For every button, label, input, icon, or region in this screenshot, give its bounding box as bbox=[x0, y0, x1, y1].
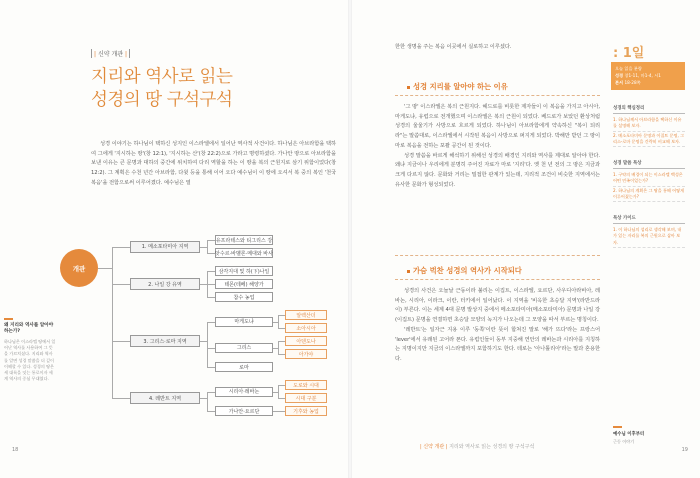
sidebar-section-guide bbox=[613, 215, 685, 248]
diagram-connector bbox=[207, 348, 215, 349]
diagram-connector bbox=[278, 398, 285, 399]
left-page-number: 18 bbox=[12, 447, 19, 453]
right-side-note-text: 근동 이야기 bbox=[613, 439, 635, 444]
diagram-connector bbox=[278, 341, 285, 342]
diagram-connector bbox=[112, 247, 113, 399]
diagram-sub: 가나안·요르단 bbox=[215, 406, 273, 416]
sidebar-section-meditation-head: 성경 말씀 묵상 bbox=[613, 160, 685, 169]
diagram-connector bbox=[207, 271, 215, 272]
title-line-2: 성경의 땅 구석구석 bbox=[91, 90, 233, 110]
diagram-connector bbox=[207, 322, 208, 368]
diagram-leaf: 아덴도나 bbox=[285, 336, 327, 346]
diagram-sub: 마게도냐 bbox=[215, 317, 273, 327]
sidebar-item: 1. 구약의 배경이 되는 이스라엘 백성은 어떤 민족이었는가? bbox=[613, 171, 685, 187]
diagram-root: 개관 bbox=[60, 249, 98, 287]
para-history: 성경의 사건은 오늘날 근동이라 불리는 이집트, 이스라엘, 요르단, 사우디아라비아, 레바논, 시리아, 이라크, 이란, 터키에서 일어났다. 이 지역을 '비옥한 초승달 지역'(라반드라이) 부른다. 이는 세계 4대 문명 발상지 중에서 메소포타미아(메소포타미아) 문명과 나일 강(이집트) 문명을 연결하면 초승달 모양의 녹지가 나오는데 그 모양을 따서 부르는 명칭이다. '레반트'는 일자근 지용 이루 '동쪽'이란 뜻이 합쳐진 말로 '해가 뜨다'라는 프랑스어 'lever'에서 유래된 고어라 폰다. 유럽인들이 동부 지중해 연안의 레바논과 시리아를 지칭하는 지명이지만 지금의 이스라엘까지 포함하기도 한다. 테로는 '아나톨리아'라는 말과 혼용한다. bbox=[395, 288, 600, 362]
left-side-note-title: 왜 지리와 역사를 알아야 하는가? bbox=[4, 323, 54, 334]
diagram-leaf: 알렉산더 bbox=[285, 310, 327, 320]
sidebar-item: 1. 이 하나님의 섭리로 생각해 보며, 내가 있는 자리를 복의 근원으로 삼아 보자. bbox=[613, 226, 685, 248]
diagram-connector bbox=[207, 411, 215, 412]
diagram-connector bbox=[278, 385, 285, 386]
diagram-connector bbox=[207, 253, 215, 254]
left-side-note bbox=[4, 318, 56, 382]
heading1-rule bbox=[395, 95, 600, 96]
heading2-rule-top bbox=[395, 255, 600, 256]
concept-diagram bbox=[60, 235, 340, 435]
diagram-connector bbox=[278, 354, 285, 355]
diagram-connector bbox=[278, 315, 285, 316]
diagram-connector bbox=[207, 367, 215, 368]
sidebar-item: 1. 하나님께서 아브라함을 택하신 이유를 설명해 보자. bbox=[613, 116, 685, 132]
sidebar-section-summary-head: 성경의 핵심정리 bbox=[613, 105, 685, 114]
diagram-connector bbox=[200, 398, 207, 399]
diagram-connector bbox=[112, 398, 130, 399]
reading-box-bible: 성경 창1-11, 마1-4, 시1 bbox=[615, 73, 661, 78]
intro-paragraph: 성경 이야기는 하나님이 택하신 성지인 이스라엘에서 일어난 역사적 사건이다. 하나님은 아브라함을 택하여 그에게 '지시하는 땅'(창 12:1), '지시하는 산'(창 22:2)으로 가라고 명령하셨다. 가나안 땅으로 아브라함을 보낸 이유는 큰 문명과 대하의 중간에 위치하여 다리 역할을 하는 이 땅을 복의 근원지로 삼기 위함이었다(창 12:2). 그 계획은 수천 년간 아브라함, 다윗 등을 통해 이어 오다 예수님이 이 땅에 오셔서 복 중의 복인 '천국 복음'을 전함으로써 이루어졌다. 예수님은 열 bbox=[91, 141, 336, 186]
sidebar-item: 2. 하나님의 계획은 그 땅을 통해 어떻게 이루어졌는가? bbox=[613, 187, 685, 203]
diagram-era: 3. 그리스·로마 지역 bbox=[130, 335, 200, 347]
diagram-connector bbox=[207, 240, 208, 254]
section-label-close: | bbox=[124, 51, 127, 58]
diagram-connector bbox=[207, 297, 215, 298]
diagram-connector bbox=[112, 341, 130, 342]
diagram-connector bbox=[200, 247, 207, 248]
diagram-sub: 그리스 bbox=[215, 343, 273, 353]
left-side-note-text: 하나님은 이스라엘 땅에서 일어난 역사를 사용하여 그 뜻을 가르치셨다. 지리와 역사를 알면 성경 말씀을 더 깊이 이해할 수 있다. 성경의 땅은 세 대륙을 잇는 통로이자 세계 역사의 중심 무대였다. bbox=[4, 339, 56, 382]
reading-box-title: 오늘 읽을 분량 bbox=[615, 66, 642, 71]
sidebar-item: 2. 메소포타미아 문명과 이집트 문명, 그리스-로마 문명을 간략히 비교해 보자. bbox=[613, 132, 685, 148]
diagram-sub: 유프라테스와 티그리스 강 bbox=[215, 235, 273, 245]
right-page-number: 19 bbox=[681, 447, 688, 453]
right-footer: | 신약 개관 | 지리와 역사로 읽는 성경의 땅 구석구석 bbox=[420, 444, 535, 450]
section-label bbox=[91, 49, 130, 58]
heading2-rule bbox=[395, 279, 600, 280]
page-title bbox=[91, 66, 341, 112]
diagram-sub: 시리아·레바논 bbox=[215, 387, 273, 397]
diagram-connector bbox=[200, 284, 207, 285]
diagram-sub: 앗수르·바벨론·메대와 바사 bbox=[215, 248, 273, 258]
reading-box-book: 본서 18-28쪽 bbox=[615, 80, 641, 85]
title-line-1: 지리와 역사로 읽는 bbox=[91, 67, 233, 87]
diagram-connector bbox=[200, 341, 207, 342]
diagram-leaf: 기후와 농업 bbox=[285, 406, 327, 416]
diagram-connector bbox=[207, 240, 215, 241]
sidebar-section-meditation bbox=[613, 160, 685, 202]
diagram-connector bbox=[278, 328, 285, 329]
section-label-open: | bbox=[94, 51, 97, 58]
diagram-connector bbox=[207, 392, 208, 412]
right-side-note bbox=[613, 426, 673, 445]
diagram-sub: 테몬(테베) 해양가 bbox=[215, 279, 273, 289]
diagram-connector bbox=[278, 411, 285, 412]
diagram-sub: 로마 bbox=[215, 362, 273, 372]
heading-history-begins: 가슴 벅찬 성경의 역사가 시작되다 bbox=[407, 266, 522, 276]
diagram-sub: 삼각지대 및 하(下)나일 bbox=[215, 266, 273, 276]
diagram-connector bbox=[207, 284, 215, 285]
section-label-text: 신약 개관 bbox=[97, 51, 124, 58]
sidebar-section-summary bbox=[613, 105, 685, 147]
diagram-connector bbox=[112, 284, 130, 285]
intro-continued: 한한 생명을 주는 복음 이곳에서 실로하고 이루셨다. bbox=[395, 44, 512, 50]
diagram-era: 2. 나일 강 유역 bbox=[130, 278, 200, 290]
diagram-connector bbox=[112, 247, 130, 248]
diagram-leaf: 시대 구분 bbox=[285, 393, 327, 403]
heading-why-geography: 성경 지리를 알아야 하는 이유 bbox=[407, 82, 508, 92]
reading-box bbox=[611, 62, 685, 90]
day-title: : 1일 bbox=[613, 46, 645, 61]
diagram-connector bbox=[207, 392, 215, 393]
para-why-geography: '그 땅' 이스라엘은 복의 근원지다. 헤드로를 비롯한 제자들이 이 복음을 가지고 아시아, 마게도냐, 유럽으로 전개했으며 이스라엘은 복의 근원이 되었다. 베드로가 보았던 환상처럼 성경의 울울기가 사방으로 흐르게 되었다. 하나님이 아브라함에게 약속하신 "복이 되리라"는 말씀대로, 이스라엘에서 시작된 복음이 사방으로 퍼지게 되었다. 박해만 받던 그 땅이 마로 복음을 전하는 포괄 공간이 된 것이다. 성경 말씀을 바르게 해석하기 위해선 성경의 배경인 지리와 역사를 제대로 알아야 한다. 왜냐 지금이나 우리에게 분명히 주어진 자료가 마로 '지리'다. 옛 천 년 전의 그 땅은 지금과 크게 다르지 않다. 문화와 거리는 밀접한 관계가 있는데, 지리적 조건이 비슷한 지역에서는 유사한 문화가 형성되었다. bbox=[395, 104, 600, 188]
diagram-era: 4. 레반트 지역 bbox=[130, 392, 200, 404]
sidebar-section-guide-head: 묵상 가이드 bbox=[613, 215, 685, 224]
diagram-leaf: 아가야 bbox=[285, 349, 327, 359]
diagram-connector bbox=[278, 341, 279, 355]
diagram-connector bbox=[278, 385, 279, 399]
diagram-connector bbox=[98, 268, 112, 269]
diagram-era: 1. 메소포타미아 지역 bbox=[130, 241, 200, 253]
diagram-connector bbox=[278, 315, 279, 329]
diagram-connector bbox=[207, 322, 215, 323]
diagram-sub: 참수 농업 bbox=[215, 292, 273, 302]
diagram-leaf: 도로와 시대 bbox=[285, 380, 327, 390]
diagram-leaf: 소아시아 bbox=[285, 323, 327, 333]
right-side-note-title: 예수님 이후부터 bbox=[613, 432, 645, 437]
